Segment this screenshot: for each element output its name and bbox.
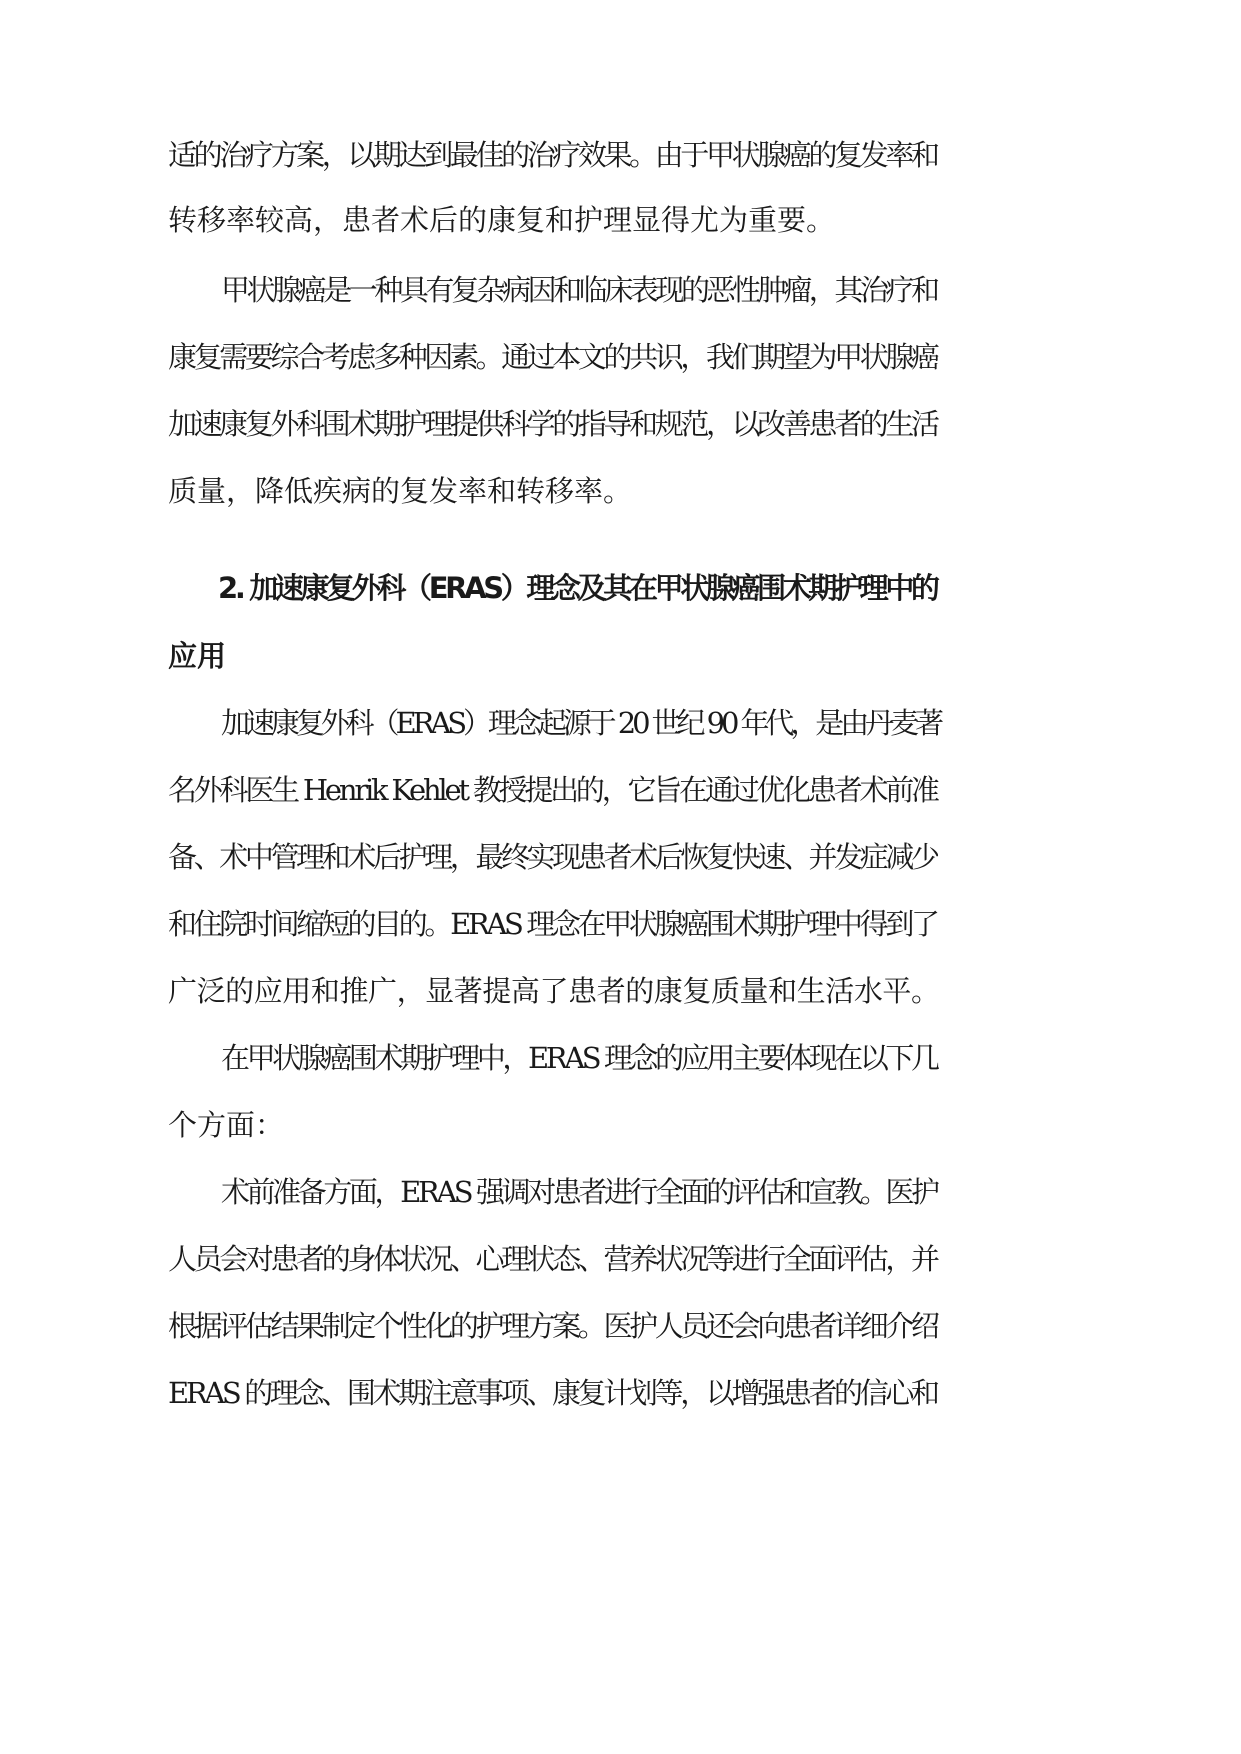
paragraph-line: 术前准备方面，ERAS 强调对患者进行全面的评估和宣教。医护 [221,1175,937,1209]
paragraph-line: 适的治疗方案，以期达到最佳的治疗效果。由于甲状腺癌的复发率和 [168,138,937,172]
paragraph-line: 在甲状腺癌围术期护理中，ERAS 理念的应用主要体现在以下几 [221,1041,937,1075]
section-heading: 应用 [168,639,227,673]
paragraph-line: ERAS 的理念、围术期注意事项、康复计划等，以增强患者的信心和 [168,1376,937,1410]
paragraph-line: 加速康复外科围术期护理提供科学的指导和规范，以改善患者的生活 [168,407,937,441]
paragraph-line: 名外科医生 Henrik Kehlet 教授提出的，它旨在通过优化患者术前准 [168,773,937,807]
paragraph-line: 个方面： [168,1108,285,1142]
paragraph-line: 和住院时间缩短的目的。ERAS 理念在甲状腺癌围术期护理中得到了 [168,907,937,941]
paragraph-line: 甲状腺癌是一种具有复杂病因和临床表现的恶性肿瘤，其治疗和 [221,273,937,307]
paragraph-line: 备、术中管理和术后护理，最终实现患者术后恢复快速、并发症减少 [168,840,937,874]
section-heading: 2. 加速康复外科（ERAS）理念及其在甲状腺癌围术期护理中的 [218,571,937,605]
paragraph-line: 广泛的应用和推广，显著提高了患者的康复质量和生活水平。 [168,974,940,1008]
paragraph-line: 转移率较高，患者术后的康复和护理显得尤为重要。 [168,203,836,237]
paragraph-line: 康复需要综合考虑多种因素。通过本文的共识，我们期望为甲状腺癌 [168,340,937,374]
paragraph-line: 加速康复外科（ERAS）理念起源于 20 世纪 90 年代，是由丹麦著 [221,706,940,740]
paragraph-line: 质量，降低疾病的复发率和转移率。 [168,474,633,508]
paragraph-line: 根据评估结果制定个性化的护理方案。医护人员还会向患者详细介绍 [168,1309,937,1343]
paragraph-line: 人员会对患者的身体状况、心理状态、营养状况等进行全面评估，并 [168,1242,937,1276]
